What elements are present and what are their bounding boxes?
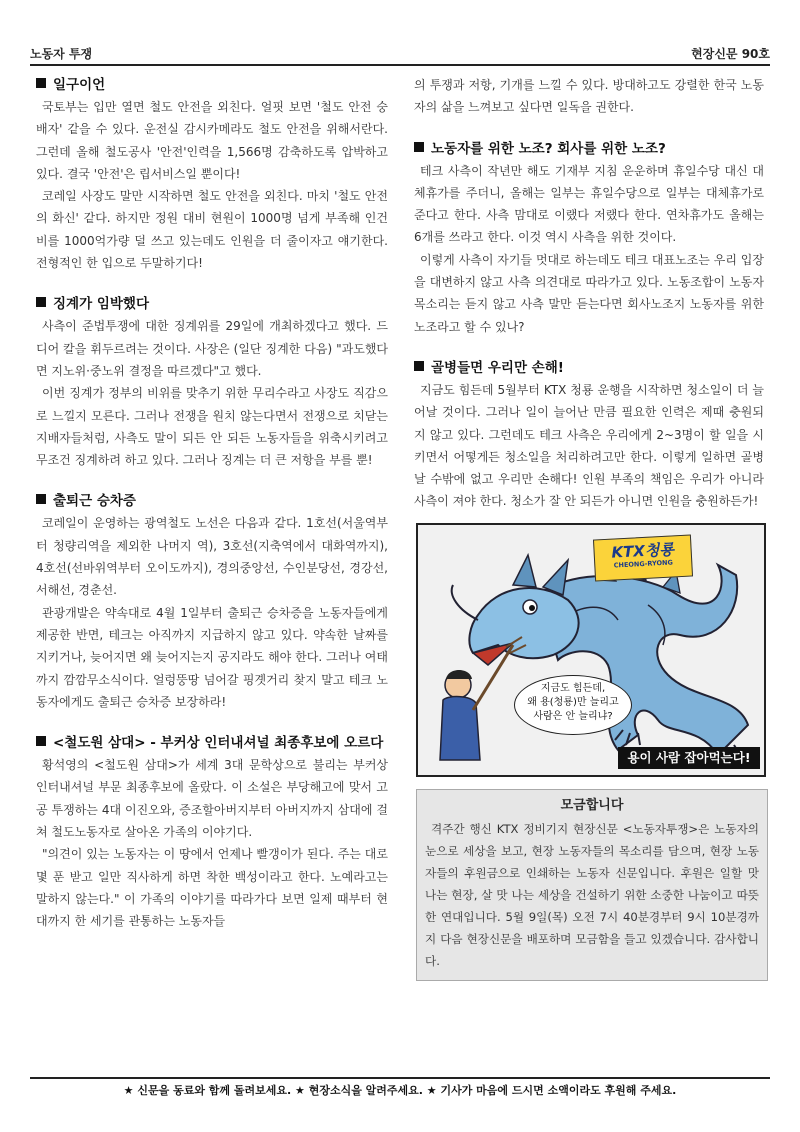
article-title: <철도원 삼대> - 부커상 인터내셔널 최종후보에 오르다 [36, 732, 388, 754]
cartoon-illustration [416, 523, 766, 777]
article-paragraph: 국토부는 입만 열면 철도 안전을 외친다. 얼핏 보면 '철도 안전 숭배자' 같을 수 있다. 운전실 감시카메라도 철도 안전을 위해서란다. 그런데 올해 철도공사 '안전'인력을 1,566명 감축하도록 압박하고 있다. 결국 '안전'은 립서비스일 뿐이다! [36, 100, 388, 181]
speech-line: 지금도 힘든데, [540, 682, 606, 694]
article-railway-three-generations [36, 732, 388, 932]
page-footer: ★ 신문을 동료와 함께 돌려보세요. ★ 현장소식을 알려주세요. ★ 기사가 마음에 드시면 소액이라도 후원해 주세요. [123, 1084, 677, 1097]
article-paragraph: 코레일 사장도 말만 시작하면 철도 안전을 외친다. 마치 '철도 안전의 화신' 같다. 하지만 정원 대비 현원이 1000명 넘게 부족해 인건비를 1000억가량 덜 쓰고 있는데도 인원을 더 줄이자고 얘기한다. 전형적인 한 입으로 두말하기다! [36, 189, 388, 271]
speech-line: 왜 용(청룡)만 늘리고 [527, 696, 619, 708]
page-header [30, 42, 770, 66]
square-bullet-icon [414, 361, 424, 371]
article-discipline [36, 293, 388, 471]
square-bullet-icon [36, 736, 46, 746]
article-paragraph: 이렇게 사측이 자기들 멋대로 하는데도 테크 대표노조는 우리 입장을 대변하지 않고 사측 의견대로 따라가고 있다. 노동조합이 노동자 목소리는 듣지 않고 사측 말만 듣는다면 회사노조지 노동자를 위한 노조라고 할 수 있나? [414, 252, 764, 334]
article-paragraph: 코레일이 운영하는 광역철도 노선은 다음과 같다. 1호선(서울역부터 청량리역을 제외한 나머지 역), 3호선(지축역에서 대화역까지), 4호선(선바위역부터 오이도까지), 경의중앙선, 수인분당선, 경강선, 서해선, 경춘선. [36, 516, 388, 598]
donation-title: 모금합니다 [560, 797, 624, 813]
article-commute-pass [36, 490, 388, 713]
article-paragraph: 사측이 준법투쟁에 대한 징계위를 29일에 개최하겠다고 했다. 드디어 칼을 휘두르려는 것이다. 사장은 (일단 징계한 다음) "과도했다면 지노위·중노위 결정을 따르겠다"고 했다. [36, 319, 388, 378]
article-continuation [414, 74, 764, 119]
newsletter-name: 노동자 투쟁 [30, 47, 93, 61]
issue-number: 현장신문 90호 [691, 47, 770, 61]
right-column [414, 74, 764, 981]
article-paragraph: 이번 징계가 정부의 비위를 맞추기 위한 무리수라고 사장도 직감으로 느낄지 모른다. 그러나 전쟁을 원치 않는다면서 전쟁으로 치닫는 지배자들처럼, 사측도 말이 되든 안 되든 노동자들을 위축시키려고 무조건 징계하려 하고 있다. 그러나 징계는 더 큰 저항을 부를 뿐! [36, 386, 388, 468]
article-paragraph: 지금도 힘든데 5월부터 KTX 청룡 운행을 시작하면 청소일이 더 늘어날 것이다. 그러나 일이 늘어난 만큼 필요한 인력은 제때 충원되지 않고 있다. 그런데도 테크 사측은 우리에게 2~3명이 할 일을 시키면서 어떻게든 청소일을 처리하려고만 한다. 이렇게 일하면 골병 날 수밖에 없고 우리만 손해다! 인원 부족의 책임은 우리가 아니라 사측이 져야 한다. 청소가 잘 안 되든가 아니면 인원을 충원하든가! [414, 382, 764, 509]
footer-divider [30, 1077, 770, 1079]
article-title: 일구이언 [36, 74, 388, 96]
cartoon-caption: 용이 사람 잡아먹는다! [618, 747, 760, 769]
article-paragraph: 의 투쟁과 저항, 기개를 느낄 수 있다. 방대하고도 강렬한 한국 노동자의 삶을 느껴보고 싶다면 일독을 권한다. [414, 78, 764, 115]
article-union [414, 138, 764, 338]
square-bullet-icon [36, 78, 46, 88]
ktx-cheongryong-sign [593, 534, 693, 581]
speech-line: 사람은 안 늘리냐? [533, 710, 613, 722]
article-ilgu-ieon [36, 74, 388, 274]
left-column [36, 74, 388, 952]
square-bullet-icon [36, 494, 46, 504]
article-title: 징계가 임박했다 [36, 293, 388, 315]
ktx-sign-brand: KTX청룡 [611, 540, 675, 562]
article-paragraph: 테크 사측이 작년만 해도 기재부 지침 운운하며 휴일수당 대신 대체휴가를 주더니, 올해는 일부는 휴일수당으로 일부는 대체휴가로 준다고 한다. 사측 맘대로 이랬다 저랬다 한다. 연차휴가도 올해는 6개를 쓰라고 한다. 이것 역시 사측을 위한 것이다. [414, 163, 764, 245]
square-bullet-icon [414, 142, 424, 152]
ktx-sign-subtitle: CHEONG-RYONG [613, 558, 674, 570]
dragon-cartoon-icon [418, 525, 764, 775]
speech-bubble [514, 675, 632, 735]
square-bullet-icon [36, 297, 46, 307]
donation-text: 격주간 행신 KTX 정비기지 현장신문 <노동자투쟁>은 노동자의 눈으로 세상을 보고, 현장 노동자들의 목소리를 담으며, 현장 노동자들의 후원금으로 인쇄하는 노동자 신문입니다. 후원은 일할 맛 나는 현장, 살 맛 나는 세상을 건설하기 위한 소중한 나눔이고 따뜻한 연대입니다. 5월 9일(목) 오전 7시 40분경부터 9시 10분경까지 다음 현장신문을 배포하며 모금함을 들고 있겠습니다. 감사합니다. [425, 821, 759, 968]
article-paragraph: "의견이 있는 노동자는 이 땅에서 언제나 빨갱이가 된다. 주는 대로 몇 푼 받고 일만 직사하게 하면 착한 백성이라고 한다. 노예라고는 말하지 않는다." 이 가족의 이야기를 따라가다 보면 일제 때부터 현대까지 한 세기를 관통하는 노동자들 [36, 847, 388, 929]
article-title: 출퇴근 승차증 [36, 490, 388, 512]
donation-box [416, 789, 768, 981]
article-title: 노동자를 위한 노조? 회사를 위한 노조? [414, 138, 764, 160]
article-overwork [414, 357, 764, 513]
article-paragraph: 관광개발은 약속대로 4월 1일부터 출퇴근 승차증을 노동자들에게 제공한 반면, 테크는 아직까지 지급하지 않고 있다. 약속한 날짜를 지키거나, 늦어지면 왜 늦어지는지 공지라도 해야 한다. 그러나 여태까지 깜깜무소식이다. 얼렁뚱땅 넘어갈 핑곗거리 찾지 말고 테크 노동자에게도 출퇴근 승차증 보장하라! [36, 605, 388, 709]
article-paragraph: 황석영의 <철도원 삼대>가 세계 3대 문학상으로 불리는 부커상 인터내셔널 부문 최종후보에 올랐다. 이 소설은 부당해고에 맞서 고공 투쟁하는 4대 이진오와, 증조할아버지부터 아버지까지 삼대에 걸쳐 철도노동자로 살아온 가족의 이야기다. [36, 758, 388, 840]
article-title: 골병들면 우리만 손해! [414, 357, 764, 379]
